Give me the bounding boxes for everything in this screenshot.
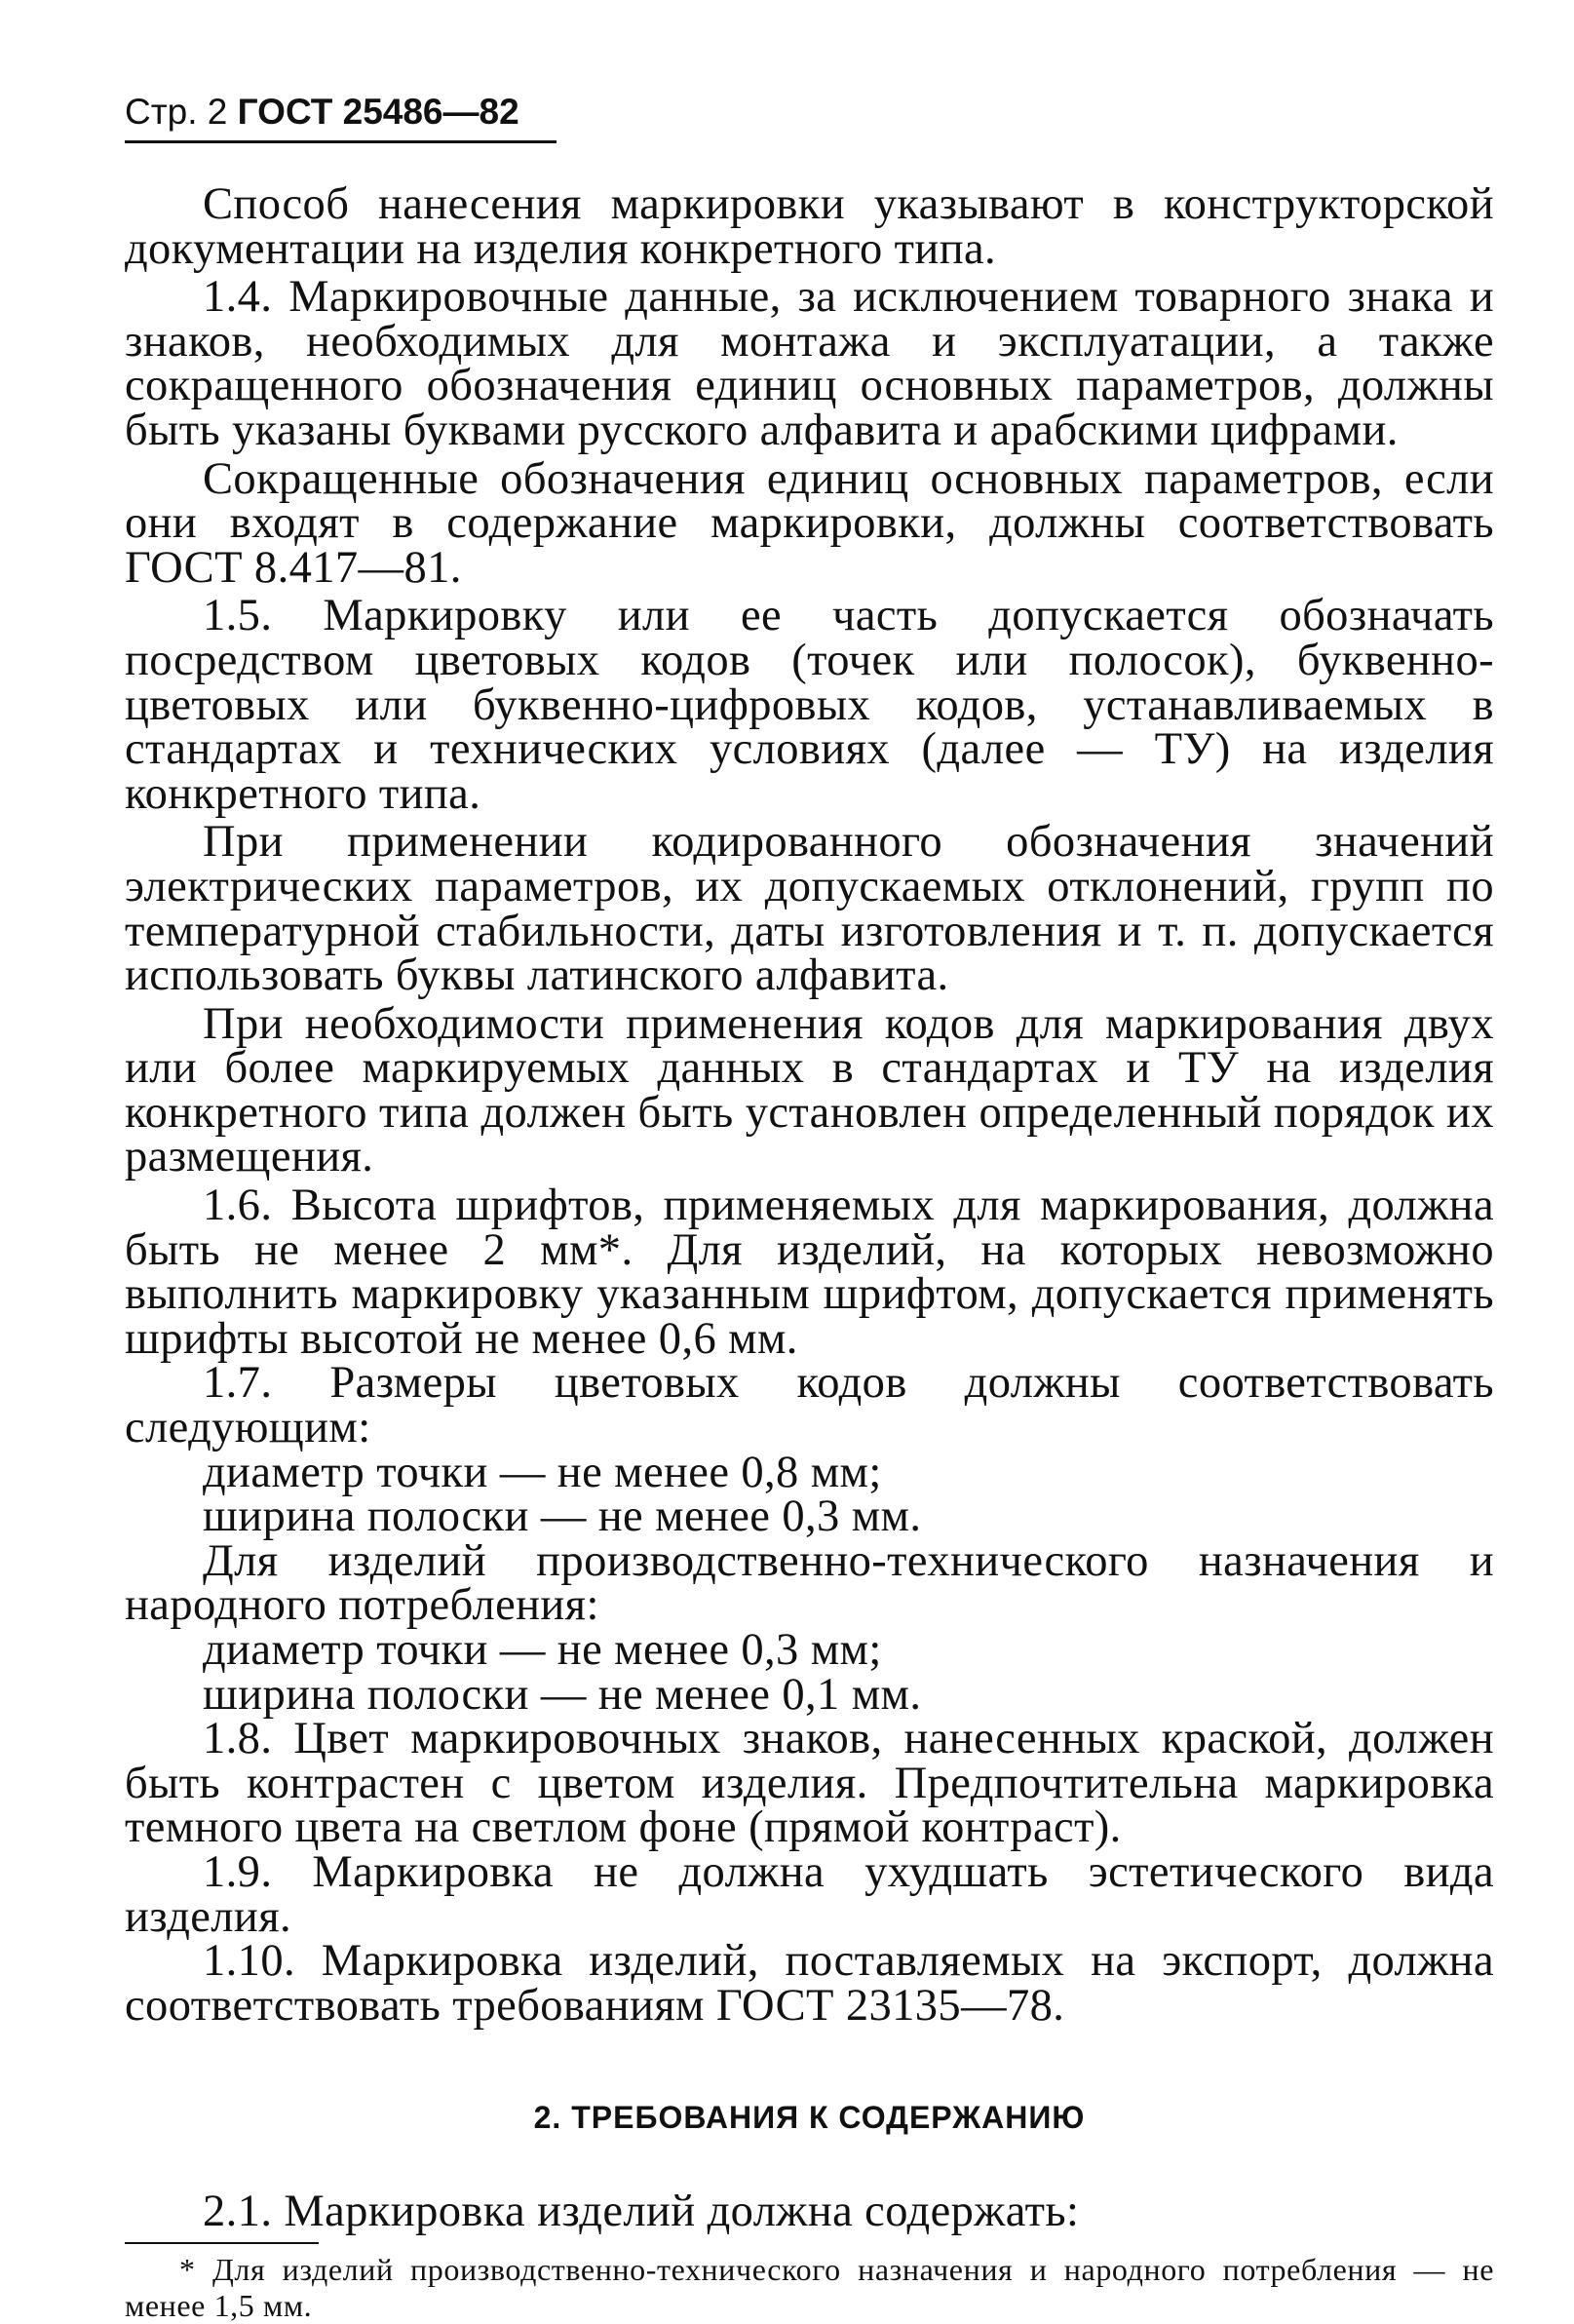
paragraph: При применении кодированного обозначения значений электрических параметров, их допускаемых отклонений, групп по температурной стабильности, даты изготовления и т. п. допускается использовать буквы латинского алфавита. [125, 817, 1494, 1001]
paragraph: 1.10. Маркировка изделий, поставляемых на экспорт, должна соответствовать требованиям ГОСТ 23135—78. [125, 1936, 1494, 2031]
standard-number: ГОСТ 25486—82 [237, 92, 519, 132]
section-title: 2. ТРЕБОВАНИЯ К СОДЕРЖАНИЮ [533, 2100, 1086, 2136]
paragraph: 1.9. Маркировка не должна ухудшать эстетического вида изделия. [125, 1846, 1494, 1942]
list-item: диаметр точки — не менее 0,8 мм; [203, 1447, 882, 1497]
document-page [125, 86, 1494, 2324]
footnote-rule [125, 2242, 319, 2244]
paragraph: 1.6. Высота шрифтов, применяемых для маркирования, должна быть не менее 2 мм*. Для изделий, на которых невозможно выполнить маркировку указанным шрифтом, допускается применять шрифты высотой не менее 0,6 мм. [125, 1181, 1494, 1364]
paragraph: 1.4. Маркировочные данные, за исключением товарного знака и знаков, необходимых для монтажа и эксплуатации, а также сокращенного обозначения единиц основных параметров, должны быть указаны буквами русского алфавита и арабскими цифрами. [125, 272, 1494, 455]
paragraph: Способ нанесения маркировки указывают в конструкторской документации на изделия конкретного типа. [125, 179, 1494, 274]
paragraph: 1.5. Маркировку или ее часть допускается обозначать посредством цветовых кодов (точек или полосок), буквенно-цветовых или буквенно-цифровых кодов, устанавливаемых в стандартах и технических условиях (далее — ТУ) на изделия конкретного типа. [125, 591, 1494, 819]
page-label: Стр. 2 [125, 92, 228, 132]
paragraph: 1.7. Размеры цветовых кодов должны соответствовать следующим: [125, 1358, 1494, 1453]
list-item: ширина полоски — не менее 0,3 мм. [203, 1491, 922, 1542]
list-item: диаметр точки — не менее 0,3 мм; [203, 1625, 882, 1675]
paragraph: 2.1. Маркировка изделий должна содержать: [203, 2187, 1080, 2237]
paragraph: Для изделий производственно-технического назначения и народного потребления: [125, 1535, 1494, 1631]
paragraph: 1.8. Цвет маркировочных знаков, нанесенных краской, должен быть контрастен с цветом изделия. Предпочтительна маркировка темного цвета на светлом фоне (прямой контраст). [125, 1714, 1494, 1853]
page-header [125, 86, 1494, 138]
header-rule [125, 140, 557, 143]
paragraph: Сокращенные обозначения единиц основных параметров, если они входят в содержание маркировки, должны соответствовать ГОСТ 8.417—81. [125, 453, 1494, 593]
paragraph: При необходимости применения кодов для маркирования двух или более маркируемых данных в стандартах и ТУ на изделия конкретного типа должен быть установлен определенный порядок их размещения. [125, 998, 1494, 1182]
footnote: * Для изделий производственно-технического назначения и народного потребления — не менее 1,5 мм. [125, 2251, 1494, 2323]
document-body [125, 179, 1494, 2237]
list-item: ширина полоски — не менее 0,1 мм. [203, 1669, 922, 1720]
